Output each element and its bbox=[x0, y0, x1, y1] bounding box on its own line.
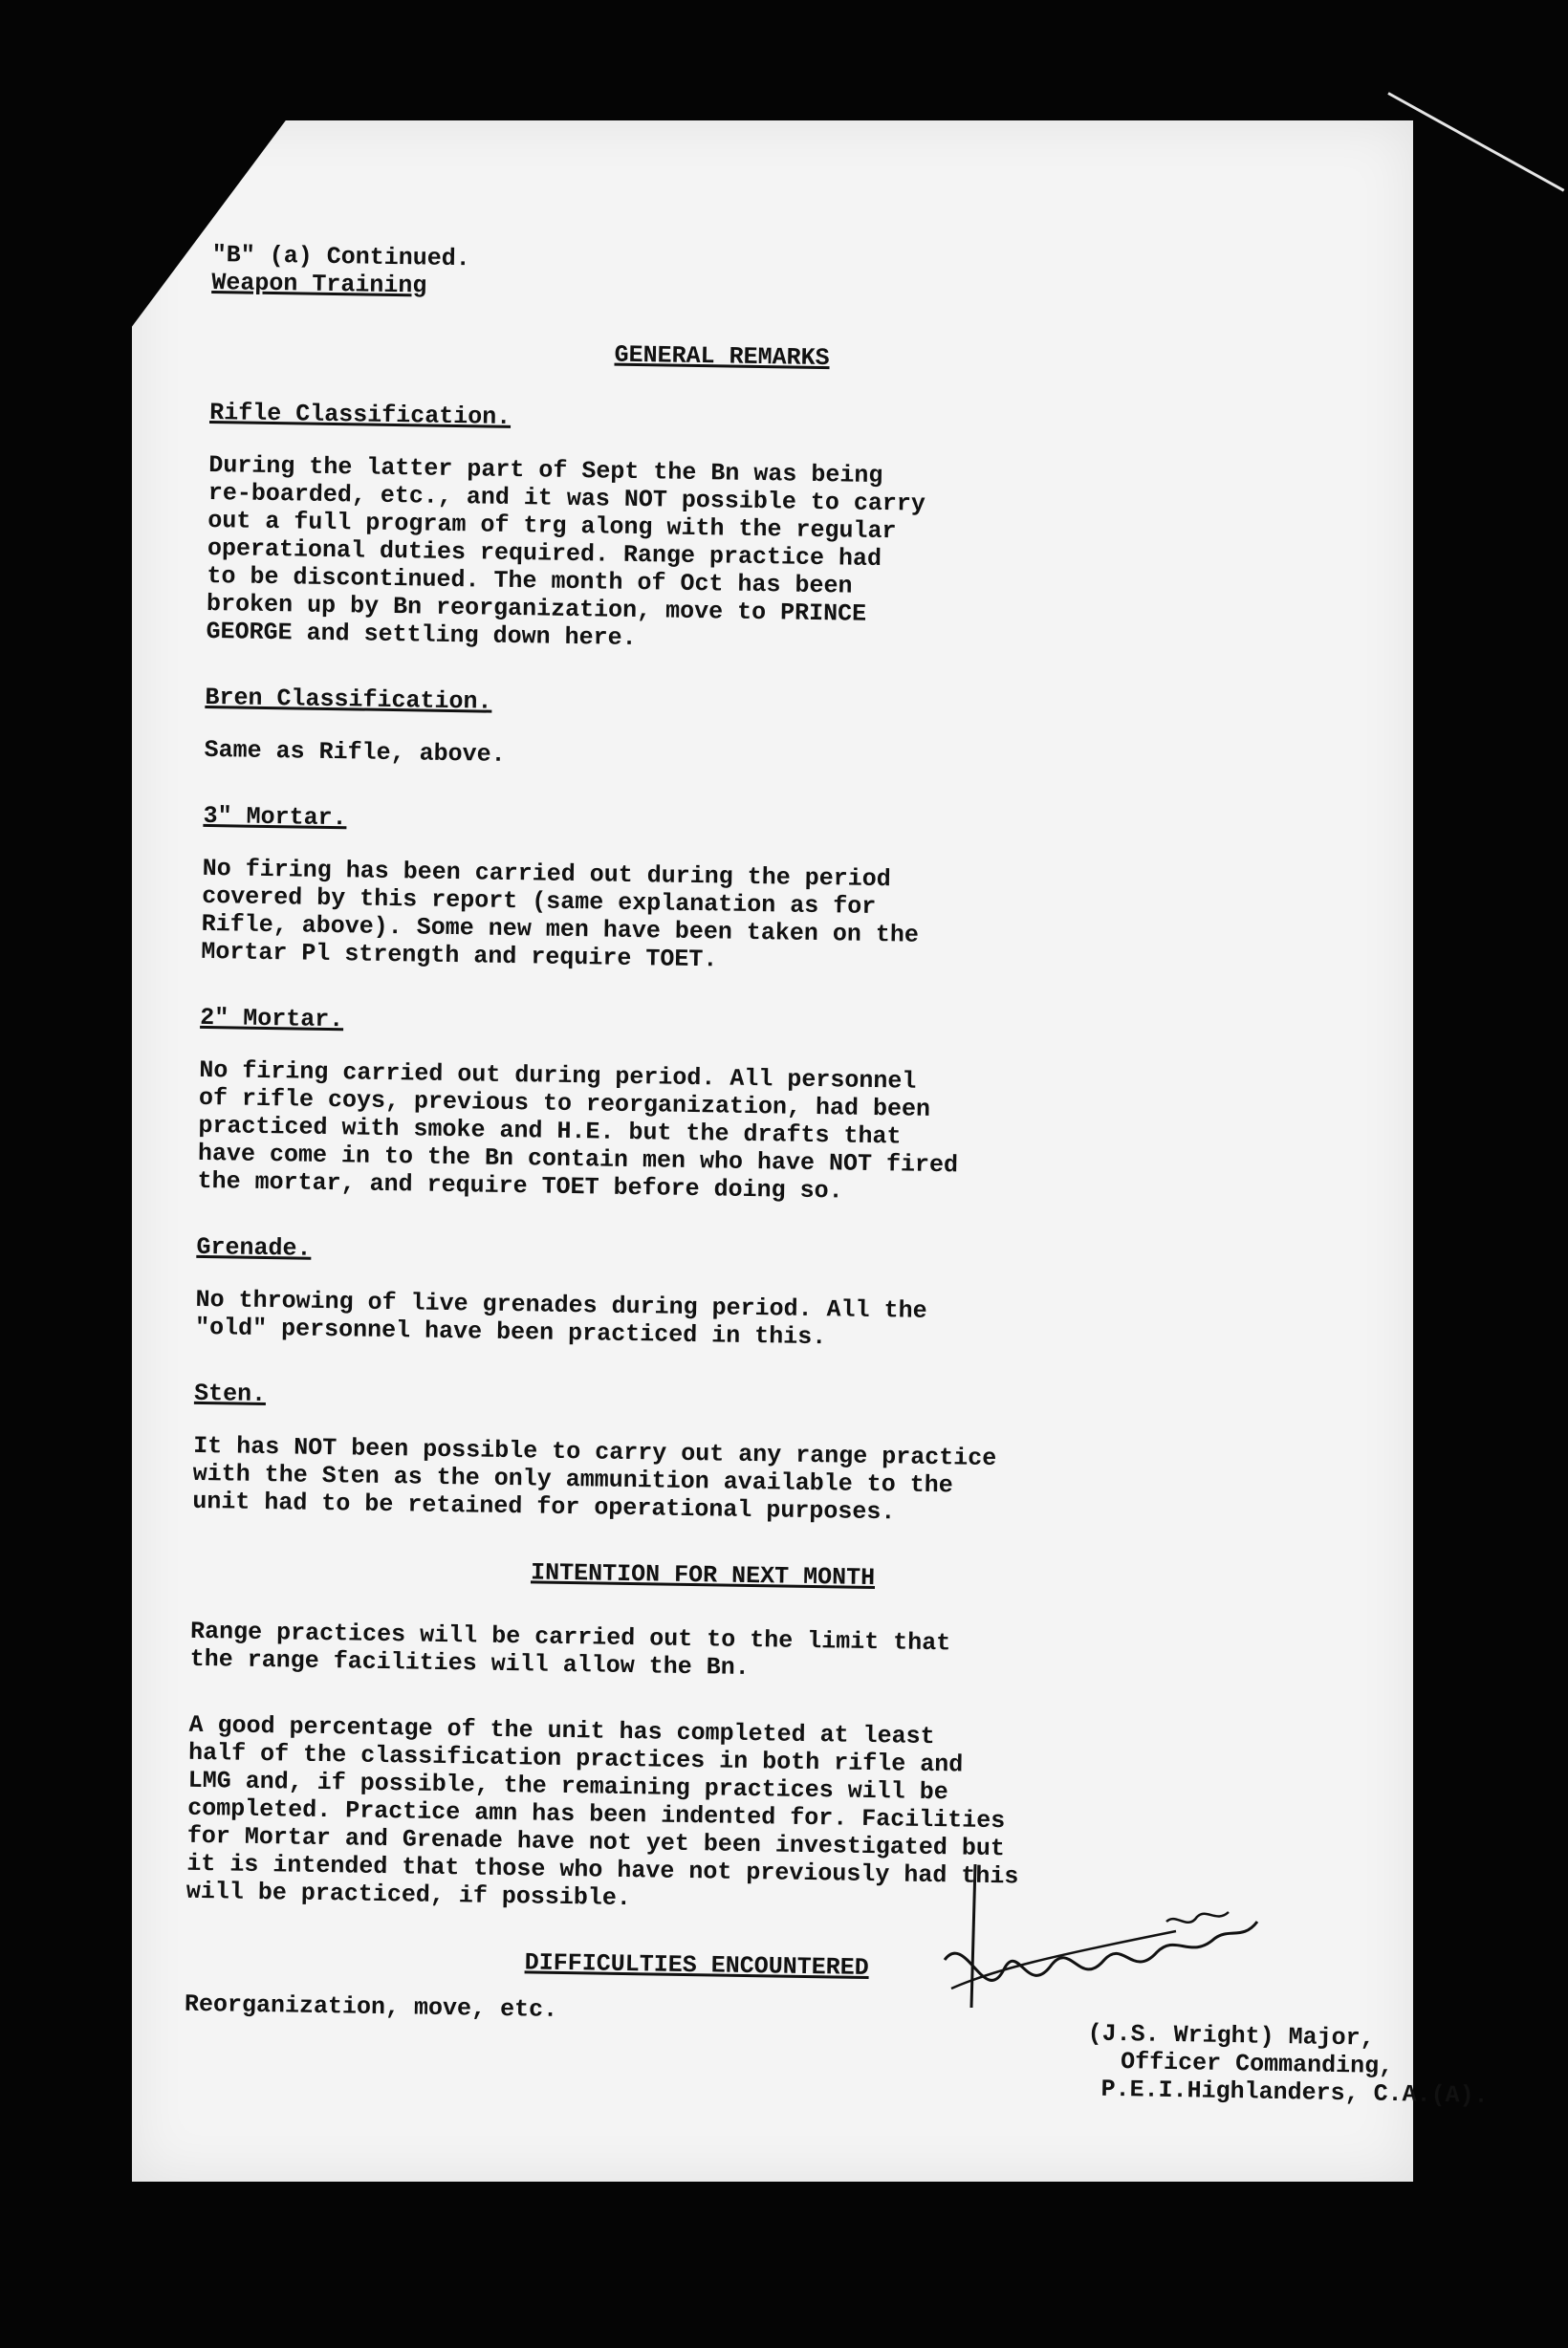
section-text: No throwing of live grenades during period. All the "old" personnel have been practiced in this. bbox=[194, 1285, 927, 1352]
section-text: Same as Rifle, above. bbox=[204, 735, 506, 769]
intention-paragraph: A good percentage of the unit has completed at least half of the classification practices in both rifle and LMG and, if possible, the remaining practices will be completed. Practice amn has been indented for. Facilities for Mortar and Grenade have not yet been investigated but it is intended that those who have not previously had this will be practiced, if possible. bbox=[185, 1710, 1019, 1913]
general-remarks-heading: GENERAL REMARKS bbox=[614, 340, 830, 373]
section-grenade bbox=[195, 1233, 1325, 1359]
section-text: No firing carried out during period. All personnel of rifle coys, previous to reorganization, had been practiced with smoke and H.E. but the drafts that have come in to the Bn contain men who have NOT fired the mortar, and require TOET before doing so. bbox=[197, 1055, 959, 1206]
section-2in-mortar bbox=[197, 1004, 1328, 1213]
section-title: Sten. bbox=[193, 1379, 267, 1409]
scan-edge-line bbox=[1387, 92, 1564, 191]
intention-heading: INTENTION FOR NEXT MONTH bbox=[530, 1558, 876, 1593]
section-text: During the latter part of Sept the Bn was being re-boarded, etc., and it was NOT possible to carry out a full program of trg along with the regular operational duties required. Range practice had to be discontinued. The month of Oct has been broken up by Bn reorganization, move to PRINCE GEORGE and settling down here. bbox=[206, 450, 926, 653]
section-title: 3" Mortar. bbox=[203, 801, 347, 833]
section-title: Rifle Classification. bbox=[208, 398, 512, 431]
section-sten bbox=[192, 1380, 1322, 1533]
section-bren bbox=[204, 684, 1333, 782]
signature-lines bbox=[952, 2017, 1489, 2110]
signatory-name: (J.S. Wright) Major, bbox=[1087, 2019, 1375, 2053]
signatory-unit: P.E.I.Highlanders, C.A.(A). bbox=[1100, 2075, 1489, 2110]
signatory-role: Officer Commanding, bbox=[1120, 2048, 1394, 2081]
section-3in-mortar bbox=[201, 802, 1332, 984]
section-rifle bbox=[206, 399, 1338, 663]
intention-paragraph: Range practices will be carried out to the limit that the range facilities will allow the Bn. bbox=[189, 1617, 951, 1683]
difficulties-text: Reorganization, move, etc. bbox=[184, 1989, 558, 2024]
difficulties-heading: DIFFICULTIES ENCOUNTERED bbox=[524, 1948, 869, 1983]
header-line: "B" (a) Continued. bbox=[211, 241, 471, 273]
header-subtitle: Weapon Training bbox=[211, 268, 427, 300]
section-text: No firing has been carried out during the period covered by this report (same explanation as for Rifle, above). Some new men have been taken on the Mortar Pl strength and require TOET. bbox=[201, 854, 920, 974]
document-body bbox=[184, 241, 1340, 2074]
section-title: Grenade. bbox=[196, 1232, 312, 1263]
section-title: Bren Classification. bbox=[205, 683, 492, 716]
section-text: It has NOT been possible to carry out any range practice with the Sten as the only ammunition available to the unit had to be retained for operational purposes. bbox=[192, 1431, 997, 1527]
section-title: 2" Mortar. bbox=[200, 1003, 344, 1034]
